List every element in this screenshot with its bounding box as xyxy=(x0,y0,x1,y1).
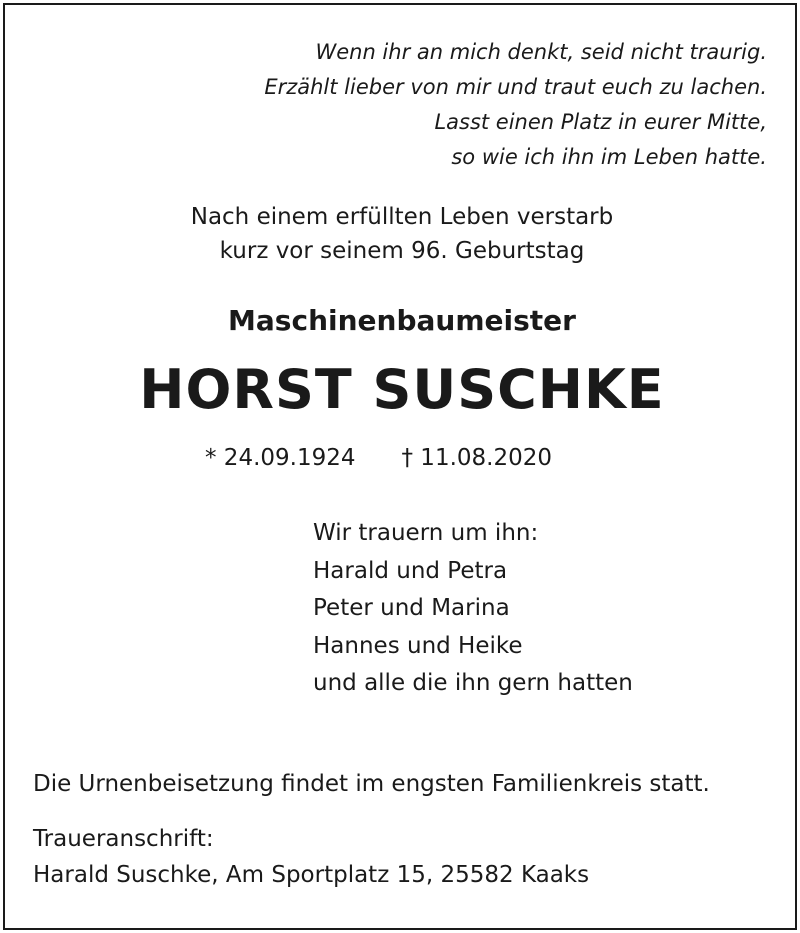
mourners-heading: Wir trauern um ihn: xyxy=(313,520,539,546)
profession-title: Maschinenbaumeister xyxy=(228,304,576,337)
death-date: † 11.08.2020 xyxy=(401,445,552,471)
mourning-address xyxy=(33,821,589,893)
intro-line: kurz vor seinem 96. Geburtstag xyxy=(219,238,585,264)
obituary-frame xyxy=(3,3,797,930)
intro-line: Nach einem erfüllten Leben verstarb xyxy=(190,204,614,230)
mourner-name: Harald und Petra xyxy=(313,557,508,584)
poem-line: Lasst einen Platz in eurer Mitte, xyxy=(434,110,767,134)
burial-notice: Die Urnenbeisetzung findet im engsten Familienkreis statt. xyxy=(33,771,710,797)
address-label: Traueranschrift: xyxy=(33,826,214,852)
poem-line: Erzählt lieber von mir und traut euch zu lachen. xyxy=(264,75,767,99)
birth-date: * 24.09.1924 xyxy=(205,445,356,471)
poem-block xyxy=(147,35,767,175)
life-dates xyxy=(205,441,552,475)
address-text: Harald Suschke, Am Sportplatz 15, 25582 Kaaks xyxy=(33,862,590,888)
mourner-name: Hannes und Heike xyxy=(313,632,523,659)
mourners-block xyxy=(313,515,633,703)
poem-line: so wie ich ihn im Leben hatte. xyxy=(451,145,767,169)
mourner-name: Peter und Marina xyxy=(313,595,510,621)
intro-text xyxy=(5,200,799,268)
mourner-name: und alle die ihn gern hatten xyxy=(313,670,633,696)
deceased-name: HORST SUSCHKE xyxy=(139,358,665,421)
poem-line: Wenn ihr an mich denkt, seid nicht traurig. xyxy=(315,40,767,64)
